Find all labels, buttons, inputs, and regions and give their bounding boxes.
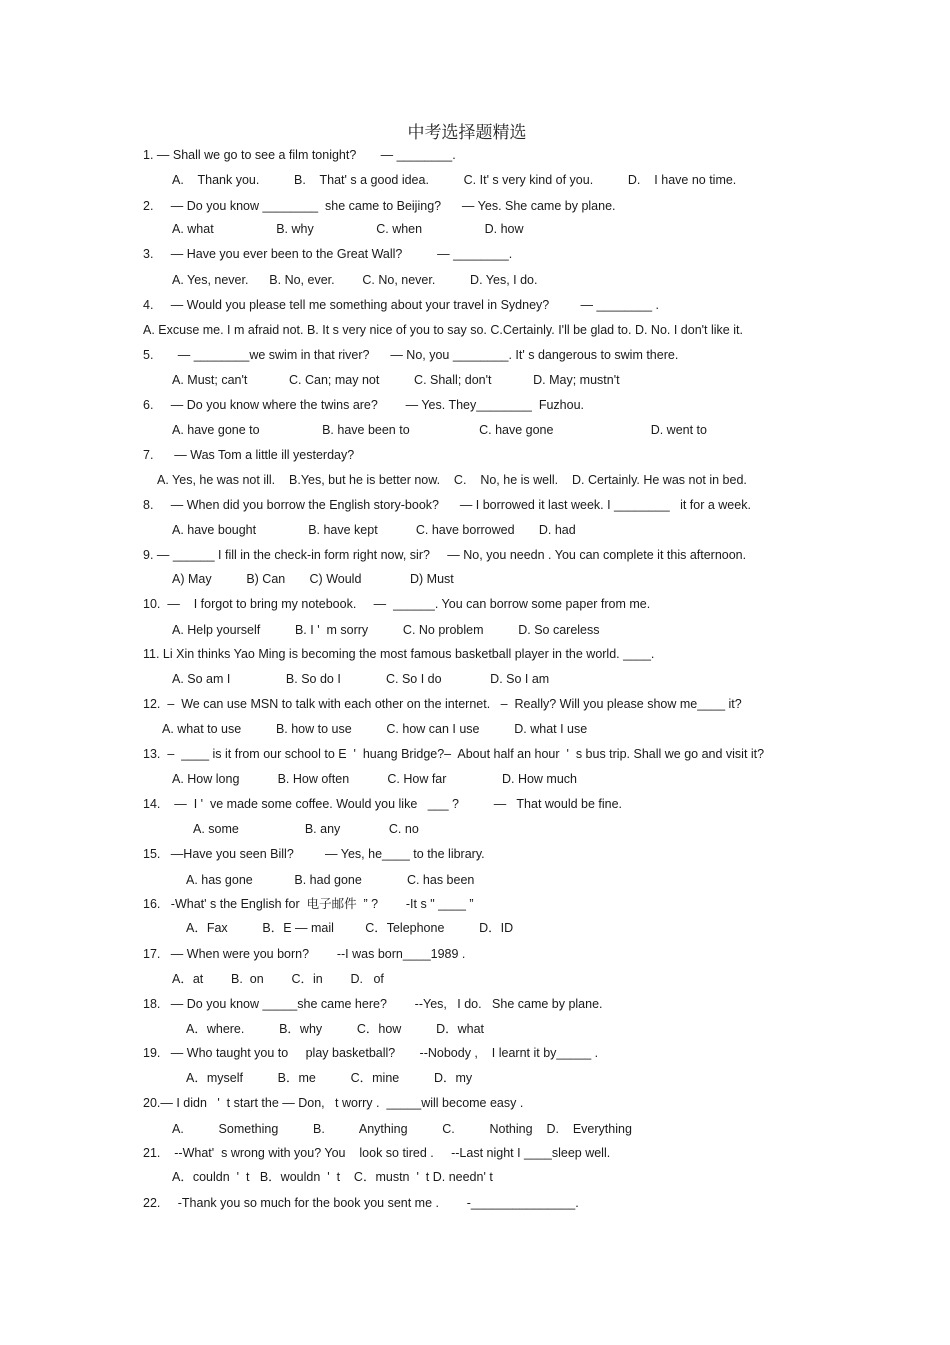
options-17: A．at B. on C．in D. of: [172, 972, 384, 986]
options-4: A. Excuse me. I m afraid not. B. It s very nice of you to say so. C.Certainly. I'll be glad to. D. No. I don't like it.: [143, 323, 743, 337]
options-5: A. Must; can't C. Can; may not C. Shall; don't D. May; mustn't: [172, 373, 620, 387]
question-6: 6. — Do you know where the twins are? — Yes. They________ Fuzhou.: [143, 398, 584, 412]
question-15: 15. —Have you seen Bill? — Yes, he____ to the library.: [143, 847, 485, 861]
options-9: A) May B) Can C) Would D) Must: [172, 572, 454, 586]
options-3: A. Yes, never. B. No, ever. C. No, never. D. Yes, I do.: [172, 273, 538, 287]
question-2: 2. — Do you know ________ she came to Beijing? — Yes. She came by plane.: [143, 199, 616, 213]
question-7: 7. — Was Tom a little ill yesterday?: [143, 448, 355, 462]
options-20: A. Something B. Anything C. Nothing D. Everything: [172, 1122, 632, 1136]
question-10: 10. — I forgot to bring my notebook. — ______. You can borrow some paper from me.: [143, 597, 651, 611]
options-13: A. How long B. How often C. How far D. How much: [172, 772, 577, 786]
options-6: A. have gone to B. have been to C. have gone D. went to: [172, 423, 707, 437]
question-11: 11. Li Xin thinks Yao Ming is becoming the most famous basketball player in the world. ____.: [143, 647, 655, 661]
options-14: A. some B. any C. no: [193, 822, 419, 836]
options-15: A. has gone B. had gone C. has been: [186, 873, 475, 887]
options-12: A. what to use B. how to use C. how can I use D. what I use: [162, 722, 588, 736]
question-18: 18. — Do you know _____she came here? --Yes, I do. She came by plane.: [143, 997, 603, 1011]
options-18: A．where. B．why C．how D．what: [186, 1022, 484, 1036]
question-9: 9. — ______ I fill in the check-in form right now, sir? — No, you needn . You can complete it this afternoon.: [143, 548, 747, 562]
options-21: A．couldn ' t B．wouldn ' t C．mustn ' t D. needn' t: [172, 1170, 493, 1184]
options-8: A. have bought B. have kept C. have borrowed D. had: [172, 523, 576, 537]
question-22: 22. -Thank you so much for the book you sent me . -_______________.: [143, 1196, 579, 1210]
question-19: 19. — Who taught you to play basketball? --Nobody , I learnt it by_____ .: [143, 1046, 599, 1060]
page-title: 中考选择题精选: [407, 123, 527, 143]
question-21: 21. --What' s wrong with you? You look so tired . --Last night I ____sleep well.: [143, 1146, 611, 1160]
options-10: A. Help yourself B. I ' m sorry C. No problem D. So careless: [172, 623, 600, 637]
options-7: A. Yes, he was not ill. B.Yes, but he is better now. C. No, he is well. D. Certainly. He was not in bed.: [157, 473, 747, 487]
question-12: 12. – We can use MSN to talk with each other on the internet. – Really? Will you please show me____ it?: [143, 697, 742, 711]
question-5: 5. — ________we swim in that river? — No, you ________. It' s dangerous to swim there.: [143, 348, 679, 362]
options-11: A. So am I B. So do I C. So I do D. So I am: [172, 672, 550, 686]
options-19: A．myself B．me C．mine D．my: [186, 1071, 473, 1085]
question-3: 3. — Have you ever been to the Great Wall? — ________.: [143, 247, 513, 261]
question-14: 14. — I ' ve made some coffee. Would you like ___ ? — That would be fine.: [143, 797, 623, 811]
options-1: A. Thank you. B. That' s a good idea. C. It' s very kind of you. D. I have no time.: [172, 173, 737, 187]
question-17: 17. — When were you born? --I was born____1989 .: [143, 947, 466, 961]
options-16: A．Fax B．E — mail C．Telephone D．ID: [186, 921, 514, 935]
question-20: 20.— I didn ' t start the — Don, t worry . _____will become easy .: [143, 1096, 524, 1110]
options-2: A. what B. why C. when D. how: [172, 222, 524, 236]
question-13: 13. – ____ is it from our school to E ' huang Bridge?– About half an hour ' s bus trip. Shall we go and visit it?: [143, 747, 765, 761]
question-1: 1. — Shall we go to see a film tonight? — ________.: [143, 148, 456, 162]
question-4: 4. — Would you please tell me something about your travel in Sydney? — ________ .: [143, 298, 660, 312]
question-16: 16. -What' s the English for 电子邮件 ” ? -It s " ____ ”: [143, 897, 474, 911]
question-8: 8. — When did you borrow the English story-book? — I borrowed it last week. I ________ it for a week.: [143, 498, 751, 512]
